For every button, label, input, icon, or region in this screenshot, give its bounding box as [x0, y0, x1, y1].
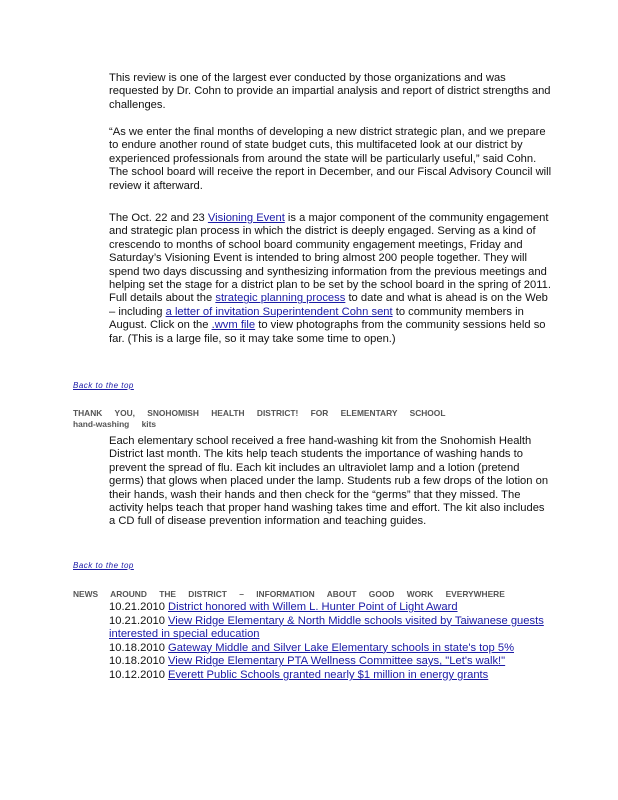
paragraph-hand-washing: Each elementary school received a free hand-washing kit from the Snohomish Health District last month. The kits help teach students the importance of washing hands to prevent the spread of flu. Each kit includes an ultraviolet lamp and a lotion (pretend germs) that glows when placed under the lamp. Students rub a few drops of the lotion on their hands, wash their hands and then check for the “germs” that they missed. The activity helps teach that proper hand washing takes time and effort. The kit also includes a CD full of disease prevention information and teaching guides.: [109, 435, 549, 528]
news-date: 10.21.2010: [109, 614, 165, 627]
paragraph-cohn-quote: “As we enter the final months of developing a new district strategic plan, and we prepare to endure another round of state budget cuts, this multifaceted look at our district by experienced professionals from around the state will be particularly useful,” said Cohn. The school board will receive the report in December, and our Fiscal Advisory Council will review it afterward.: [109, 126, 552, 192]
invitation-letter-link[interactable]: a letter of invitation Superintendent Cohn sent: [165, 305, 393, 318]
news-list: [109, 601, 554, 683]
text-segment: to date and what is ahead is on the Web – including: [109, 292, 548, 318]
text-segment: The Oct. 22 and 23: [109, 212, 208, 224]
strategic-planning-link[interactable]: strategic planning process: [215, 292, 346, 305]
heading-line: THANK YOU, SNOHOMISH HEALTH DISTRICT! FOR ELEMENTARY SCHOOL: [73, 408, 446, 418]
paragraph-visioning-event: [109, 212, 553, 346]
section-heading-news: NEWS AROUND THE DISTRICT – INFORMATION ABOUT GOOD WORK EVERYWHERE: [73, 589, 505, 599]
news-item: [109, 601, 554, 615]
news-date: 10.12.2010: [109, 668, 165, 681]
text-segment: is a major component of the community engagement and strategic plan process in which the district is deeply engaged. Serving as a kind of crescendo to months of school board community engagement meetings, Friday and Saturday’s Visioning Event is intended to bring almost 200 people together. They will spend two days discussing and synthesizing information from the previous meetings and helping set the stage for a district plan to be set by the school board in the spring of 2011. Full details about the: [109, 212, 551, 305]
paragraph-review: This review is one of the largest ever conducted by those organizations and was requested by Dr. Cohn to provide an impartial analysis and report of district strengths and challenges.: [109, 72, 551, 111]
news-item: [109, 669, 554, 683]
news-date: 10.18.2010: [109, 655, 165, 668]
news-link[interactable]: District honored with Willem L. Hunter Point of Light Award: [168, 601, 458, 613]
back-to-top-link[interactable]: Back to the top: [73, 381, 134, 390]
news-link[interactable]: View Ridge Elementary & North Middle schools visited by Taiwanese guests interested in special education: [109, 614, 544, 641]
news-date: 10.21.2010: [109, 601, 165, 613]
text-segment: to community members in August. Click on the: [109, 305, 524, 332]
news-link[interactable]: View Ridge Elementary PTA Wellness Committee says, "Let's walk!": [168, 655, 506, 668]
news-item: [109, 642, 554, 656]
section-heading-health-district: [73, 408, 553, 430]
back-to-top-link[interactable]: Back to the top: [73, 561, 134, 570]
text-segment: to view photographs from the community sessions held so far. (This is a large file, so it may take some time to open.): [109, 319, 546, 345]
news-item: [109, 615, 554, 642]
heading-line: hand-washing kits: [73, 419, 157, 429]
visioning-event-link[interactable]: Visioning Event: [207, 212, 285, 224]
news-link[interactable]: Gateway Middle and Silver Lake Elementary schools in state's top 5%: [168, 641, 515, 654]
wvm-file-link[interactable]: .wvm file: [211, 319, 256, 332]
news-date: 10.18.2010: [109, 641, 165, 654]
news-link[interactable]: Everett Public Schools granted nearly $1 million in energy grants: [168, 668, 489, 681]
news-item: [109, 655, 554, 669]
